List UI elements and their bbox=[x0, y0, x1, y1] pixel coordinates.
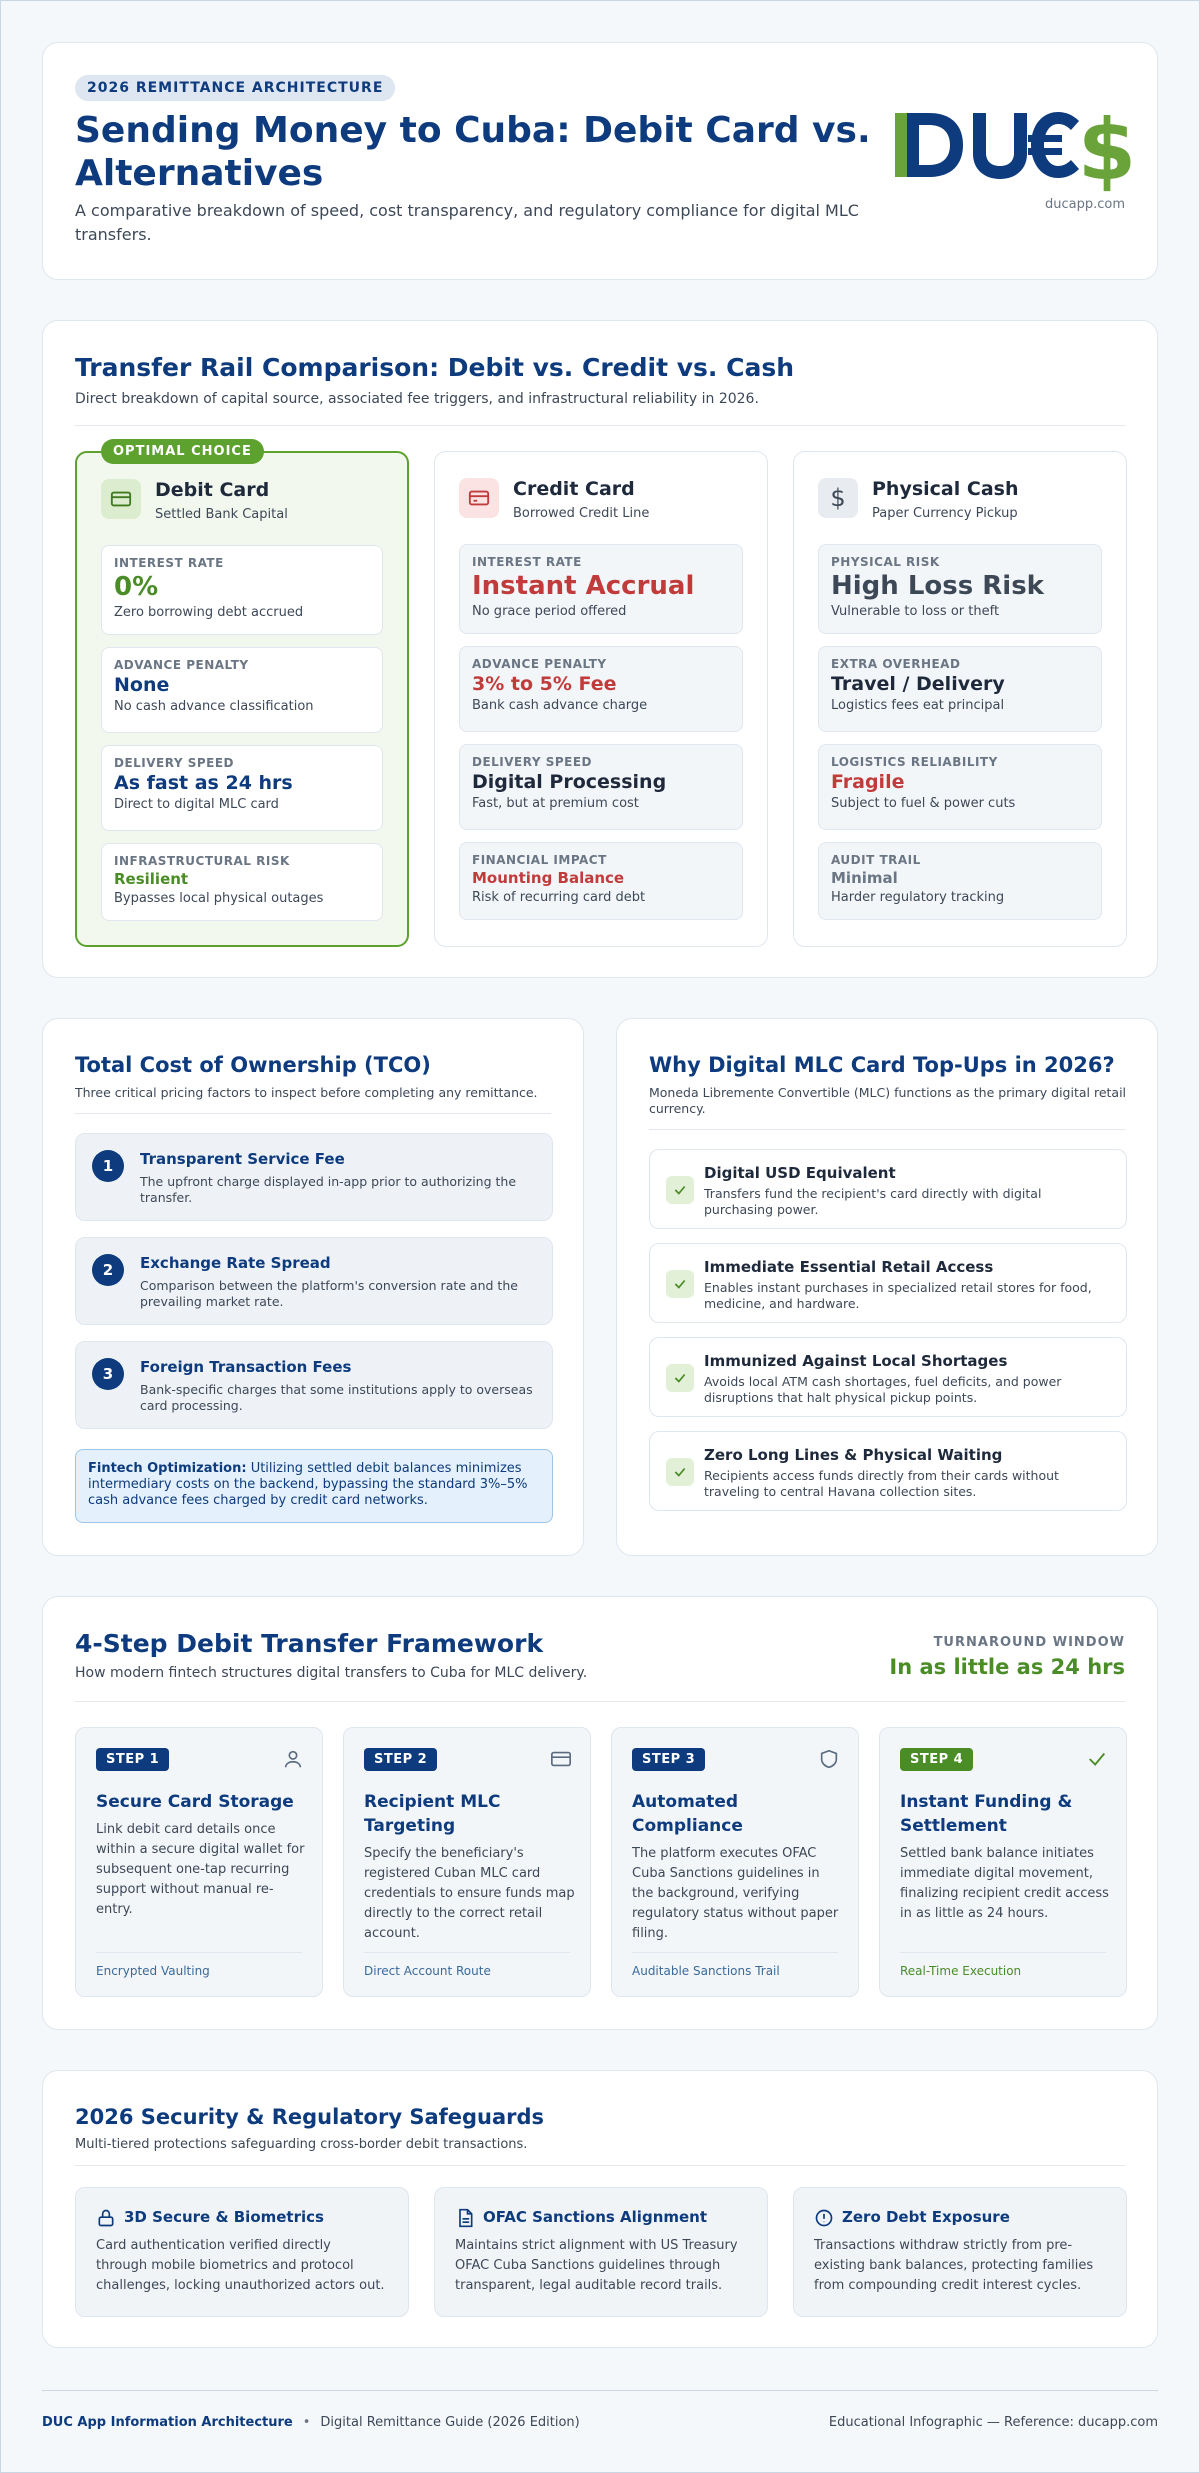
logo-dollar-sign: $ bbox=[1077, 101, 1137, 195]
divider bbox=[75, 2165, 1125, 2166]
footer-divider bbox=[42, 2390, 1158, 2391]
divider bbox=[900, 1952, 1106, 1953]
safeguard-title: Zero Debt Exposure bbox=[842, 2208, 1010, 2226]
rail-subtitle: Settled Bank Capital bbox=[155, 507, 288, 522]
note-text: Utilizing settled debit balances minimizes intermediary costs on the backend, bypassing the standard 3%–5% cash advance fees charged by credit card networks. bbox=[88, 1461, 528, 1508]
safeguard-desc: Maintains strict alignment with US Treasury OFAC Cuba Sanctions guidelines through transparent, legal auditable record trails. bbox=[455, 2238, 738, 2293]
credit-card-icon bbox=[459, 478, 499, 518]
benefit-item bbox=[649, 1149, 1127, 1229]
step-card-4 bbox=[879, 1727, 1127, 1997]
duc-logo-graphic bbox=[889, 99, 1139, 195]
safeguard-item bbox=[75, 2187, 409, 2317]
tco-item-desc: Comparison between the platform's conversion rate and the prevailing market rate. bbox=[140, 1278, 518, 1309]
metric-extra-overhead bbox=[818, 646, 1102, 732]
metric-interest-rate bbox=[459, 544, 743, 634]
card-icon bbox=[550, 1748, 572, 1770]
benefit-item bbox=[649, 1243, 1127, 1323]
section-title: 4-Step Debit Transfer Framework bbox=[75, 1629, 544, 1658]
metric-label: LOGISTICS RELIABILITY bbox=[831, 755, 998, 769]
benefit-title: Zero Long Lines & Physical Waiting bbox=[704, 1446, 1003, 1464]
metric-label: INTEREST RATE bbox=[114, 556, 224, 570]
metric-note: Zero borrowing debt accrued bbox=[114, 605, 304, 620]
duc-logo bbox=[889, 99, 1139, 195]
tco-item-title: Exchange Rate Spread bbox=[140, 1254, 331, 1272]
metric-label: FINANCIAL IMPACT bbox=[472, 853, 607, 867]
metric-note: No cash advance classification bbox=[114, 699, 314, 714]
metric-infrastructural-risk bbox=[101, 843, 383, 921]
rail-subtitle: Borrowed Credit Line bbox=[513, 506, 650, 521]
step-title: Recipient MLC Targeting bbox=[364, 1792, 501, 1836]
tco-item-title: Transparent Service Fee bbox=[140, 1150, 345, 1168]
metric-note: Fast, but at premium cost bbox=[472, 796, 639, 811]
benefit-title: Immunized Against Local Shortages bbox=[704, 1352, 1008, 1370]
divider bbox=[632, 1952, 838, 1953]
rail-name: Debit Card bbox=[155, 479, 270, 501]
user-icon bbox=[282, 1748, 304, 1770]
metric-label: ADVANCE PENALTY bbox=[114, 658, 249, 672]
metric-audit-trail bbox=[818, 842, 1102, 920]
benefit-desc: Recipients access funds directly from their cards without traveling to central Havana collection sites. bbox=[704, 1468, 1059, 1499]
metric-financial-impact bbox=[459, 842, 743, 920]
check-icon bbox=[666, 1364, 694, 1392]
metric-value: 3% to 5% Fee bbox=[472, 673, 617, 695]
safeguard-desc: Card authentication verified directly through mobile biometrics and protocol challenges, locking unauthorized actors out. bbox=[96, 2238, 385, 2293]
optimal-choice-badge: OPTIMAL CHOICE bbox=[101, 439, 264, 464]
step-badge: STEP 3 bbox=[632, 1748, 705, 1771]
footer-brand: DUC App Information Architecture bbox=[42, 2415, 293, 2430]
benefit-title: Immediate Essential Retail Access bbox=[704, 1258, 994, 1276]
section-title: 2026 Security & Regulatory Safeguards bbox=[75, 2105, 545, 2129]
metric-note: Subject to fuel & power cuts bbox=[831, 796, 1016, 811]
safeguard-title: 3D Secure & Biometrics bbox=[124, 2208, 324, 2226]
step-number: 1 bbox=[92, 1150, 124, 1182]
divider bbox=[75, 1113, 551, 1114]
divider bbox=[96, 1952, 302, 1953]
metric-value: High Loss Risk bbox=[831, 571, 1044, 601]
metric-value: As fast as 24 hrs bbox=[114, 772, 293, 794]
metric-label: PHYSICAL RISK bbox=[831, 555, 940, 569]
footer-left bbox=[42, 2415, 580, 2430]
alert-circle-icon bbox=[814, 2208, 834, 2228]
metric-delivery-speed bbox=[101, 745, 383, 831]
safeguard-desc: Transactions withdraw strictly from pre-existing bank balances, protecting families from compounding credit interest cycles. bbox=[814, 2238, 1094, 2293]
benefit-item bbox=[649, 1431, 1127, 1511]
tco-item bbox=[75, 1341, 553, 1429]
metric-delivery-speed bbox=[459, 744, 743, 830]
step-title: Secure Card Storage bbox=[96, 1792, 294, 1812]
metric-note: Logistics fees eat principal bbox=[831, 698, 1005, 713]
benefit-title: Digital USD Equivalent bbox=[704, 1164, 896, 1182]
step-card-3 bbox=[611, 1727, 859, 1997]
safeguard-item bbox=[434, 2187, 768, 2317]
footer-reference: Educational Infographic — Reference: ducapp.com bbox=[828, 2415, 1158, 2430]
step-card-1 bbox=[75, 1727, 323, 1997]
metric-label: INFRASTRUCTURAL RISK bbox=[114, 854, 290, 868]
metric-logistics-reliability bbox=[818, 744, 1102, 830]
section-subtitle: How modern fintech structures digital transfers to Cuba for MLC delivery. bbox=[75, 1665, 588, 1681]
step-title: Instant Funding & Settlement bbox=[900, 1792, 1073, 1836]
note-label: Fintech Optimization: bbox=[88, 1461, 247, 1476]
document-icon bbox=[455, 2208, 475, 2228]
step-footer: Direct Account Route bbox=[364, 1964, 491, 1978]
fintech-optimization-note bbox=[75, 1449, 553, 1523]
metric-value: Instant Accrual bbox=[472, 571, 695, 601]
step-footer: Encrypted Vaulting bbox=[96, 1964, 210, 1978]
tco-item-title: Foreign Transaction Fees bbox=[140, 1358, 352, 1376]
metric-note: Vulnerable to loss or theft bbox=[831, 604, 1000, 619]
step-desc: Link debit card details once within a secure digital wallet for subsequent one-tap recurring support without manual re-entry. bbox=[96, 1822, 305, 1917]
turnaround-label: TURNAROUND WINDOW bbox=[933, 1635, 1125, 1650]
hero-card bbox=[42, 42, 1158, 280]
metric-interest-rate bbox=[101, 545, 383, 635]
footer-separator: • bbox=[302, 2415, 311, 2430]
step-desc: Settled bank balance initiates immediate digital movement, finalizing recipient credit access in as little as 24 hours. bbox=[900, 1846, 1109, 1921]
rail-credit-card bbox=[434, 451, 768, 947]
metric-physical-risk bbox=[818, 544, 1102, 634]
metric-note: Bypasses local physical outages bbox=[114, 891, 324, 906]
metric-value: Resilient bbox=[114, 870, 189, 888]
safeguard-title: OFAC Sanctions Alignment bbox=[483, 2208, 708, 2226]
metric-label: INTEREST RATE bbox=[472, 555, 582, 569]
site-url[interactable]: ducapp.com bbox=[1044, 197, 1125, 212]
step-footer: Real-Time Execution bbox=[900, 1964, 1022, 1978]
divider bbox=[75, 1701, 1125, 1702]
step-desc: The platform executes OFAC Cuba Sanctions guidelines in the background, verifying regulatory status without paper filing. bbox=[632, 1846, 839, 1941]
rail-subtitle: Paper Currency Pickup bbox=[872, 506, 1018, 521]
tco-item bbox=[75, 1237, 553, 1325]
section-subtitle: Moneda Libremente Convertible (MLC) functions as the primary digital retail currency. bbox=[649, 1085, 1127, 1116]
debit-card-icon bbox=[101, 479, 141, 519]
metric-label: ADVANCE PENALTY bbox=[472, 657, 607, 671]
check-icon bbox=[666, 1270, 694, 1298]
metric-value: Digital Processing bbox=[472, 771, 667, 793]
divider bbox=[75, 425, 1125, 426]
safeguards-card bbox=[42, 2070, 1158, 2348]
step-badge: STEP 1 bbox=[96, 1748, 169, 1771]
hero-pill: 2026 REMITTANCE ARCHITECTURE bbox=[75, 75, 395, 101]
section-subtitle: Direct breakdown of capital source, associated fee triggers, and infrastructural reliability in 2026. bbox=[75, 391, 759, 407]
footer-guide: Digital Remittance Guide (2026 Edition) bbox=[320, 2415, 580, 2430]
lock-icon bbox=[96, 2208, 116, 2228]
metric-note: No grace period offered bbox=[472, 604, 627, 619]
check-icon bbox=[666, 1176, 694, 1204]
section-subtitle: Multi-tiered protections safeguarding cross-border debit transactions. bbox=[75, 2137, 528, 2152]
metric-label: DELIVERY SPEED bbox=[472, 755, 592, 769]
metric-value: Minimal bbox=[831, 869, 898, 887]
check-icon bbox=[1086, 1748, 1108, 1770]
metric-note: Direct to digital MLC card bbox=[114, 797, 279, 812]
metric-value: Mounting Balance bbox=[472, 869, 625, 887]
rail-debit-card bbox=[75, 444, 409, 947]
step-title: Automated Compliance bbox=[632, 1792, 743, 1836]
metric-note: Risk of recurring card debt bbox=[472, 890, 646, 905]
metric-note: Harder regulatory tracking bbox=[831, 890, 1005, 905]
metric-advance-penalty bbox=[101, 647, 383, 733]
rail-name: Credit Card bbox=[513, 478, 635, 500]
metric-label: DELIVERY SPEED bbox=[114, 756, 234, 770]
benefit-desc: Avoids local ATM cash shortages, fuel deficits, and power disruptions that halt physical pickup points. bbox=[704, 1374, 1062, 1405]
metric-label: AUDIT TRAIL bbox=[831, 853, 921, 867]
benefit-item bbox=[649, 1337, 1127, 1417]
metric-value: 0% bbox=[114, 572, 159, 602]
rail-name: Physical Cash bbox=[872, 478, 1019, 500]
safeguard-item bbox=[793, 2187, 1127, 2317]
transfer-framework-card bbox=[42, 1596, 1158, 2030]
metric-value: Fragile bbox=[831, 771, 905, 793]
step-number: 3 bbox=[92, 1358, 124, 1390]
metric-advance-penalty bbox=[459, 646, 743, 732]
rail-physical-cash bbox=[793, 451, 1127, 947]
divider bbox=[649, 1129, 1125, 1130]
dollar-icon: $ bbox=[818, 478, 858, 518]
tco-item-desc: The upfront charge displayed in-app prior to authorizing the transfer. bbox=[140, 1174, 517, 1205]
hero-description: A comparative breakdown of speed, cost transparency, and regulatory compliance for digital MLC transfers. bbox=[75, 201, 859, 244]
step-badge: STEP 2 bbox=[364, 1748, 437, 1771]
section-subtitle: Three critical pricing factors to inspect before completing any remittance. bbox=[75, 1085, 538, 1100]
metric-value: Travel / Delivery bbox=[831, 673, 1005, 695]
why-mlc-card bbox=[616, 1018, 1158, 1556]
metric-value: None bbox=[114, 674, 170, 696]
section-title: Total Cost of Ownership (TCO) bbox=[75, 1053, 431, 1077]
tco-item bbox=[75, 1133, 553, 1221]
metric-label: EXTRA OVERHEAD bbox=[831, 657, 961, 671]
step-desc: Specify the beneficiary's registered Cuban MLC card credentials to ensure funds map directly to the correct retail account. bbox=[364, 1846, 575, 1941]
rail-comparison-card bbox=[42, 320, 1158, 978]
step-badge: STEP 4 bbox=[900, 1748, 973, 1771]
tco-card bbox=[42, 1018, 584, 1556]
check-icon bbox=[666, 1458, 694, 1486]
benefit-desc: Transfers fund the recipient's card directly with digital purchasing power. bbox=[704, 1186, 1042, 1217]
shield-icon bbox=[818, 1748, 840, 1770]
tco-item-desc: Bank-specific charges that some institutions apply to overseas card processing. bbox=[140, 1382, 533, 1413]
step-footer: Auditable Sanctions Trail bbox=[632, 1964, 780, 1978]
section-title: Transfer Rail Comparison: Debit vs. Credit vs. Cash bbox=[75, 353, 795, 382]
page-title: Sending Money to Cuba: Debit Card vs. Alternatives bbox=[75, 110, 871, 194]
section-title: Why Digital MLC Card Top-Ups in 2026? bbox=[649, 1053, 1115, 1077]
metric-note: Bank cash advance charge bbox=[472, 698, 648, 713]
benefit-desc: Enables instant purchases in specialized retail stores for food, medicine, and hardware. bbox=[704, 1280, 1092, 1311]
divider bbox=[364, 1952, 570, 1953]
step-card-2 bbox=[343, 1727, 591, 1997]
step-number: 2 bbox=[92, 1254, 124, 1286]
turnaround-value: In as little as 24 hrs bbox=[889, 1655, 1125, 1679]
